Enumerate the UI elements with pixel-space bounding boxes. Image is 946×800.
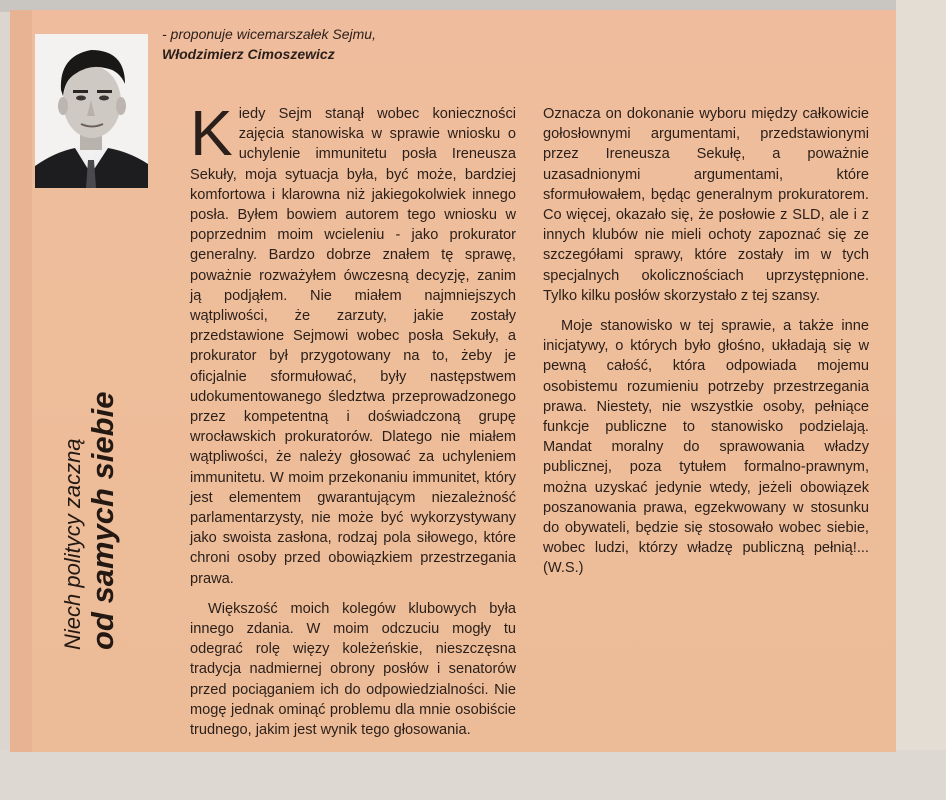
paragraph-1-text: iedy Sejm stanął wobec konieczności zajęcia stanowiska w sprawie wniosku o uchylenie immunitetu posła Ireneusza Sekuły, moja sytuacja była, być może, bardziej komfortowa i klarowna niż jakiegokolwiek innego posła. Byłem bowiem autorem tego wniosku w poprzednim moim wcieleniu - jako prokurator generalny. Bardzo dobrze znałem tę sprawę, poważnie rozważyłem ówczesną decyzję, zanim ją podjąłem. Nie miałem najmniejszych wątpliwości, że zarzuty, jakie zostały przedstawione Sejmowi wobec posła Sekuły, a prokurator był przygotowany na to, żeby je oficjalnie sformułować, były następstwem udokumentowanego śledztwa przeprowadzonego przez kompetentną i doświadczoną grupę wrocławskich prokuratorów. Dlatego nie miałem wątpliwości, że należy głosować za uchyleniem immunitetu. W moim przekonaniu immunitet, który jest elementem gwarantującym niezależność parlamentarzysty, nie może być wykorzystywany jako swoista zasłona, rodzaj pola siłowego, które chroni osoby przed obowiązkiem przestrzegania prawa. <box>190 106 516 587</box>
headline-line-1: Niech politycy zaczną <box>60 438 85 650</box>
paragraph-3-text: Moje stanowisko w tej sprawie, a także inne inicjatywy, o których było głośno, układają się w pewną całość, która odpowiada mojemu osobistemu rozumieniu potrzeby przestrzegania prawa. Niestety, nie wszystkie osoby, pełniące funkcje publiczne to stanowisko podzielają. Mandat moralny do sprawowania władzy publicznej, poza tytułem formalno-prawnym, można uzyskać jedynie wtedy, jeżeli obowiązek poszanowania prawa, egzekwowany w stosunku do obywateli, będzie się stosowało wobec siebie, wobec ludzi, którzy władzę publiczną pełnią!... (W.S.) <box>543 318 869 577</box>
article-paragraph-2-continued <box>543 104 869 306</box>
scan-border-bottom <box>0 750 946 800</box>
vertical-headline <box>60 320 120 650</box>
article-column-1 <box>190 97 516 740</box>
article-paragraph-1 <box>190 97 516 589</box>
paragraph-2-text: Większość moich kolegów klubowych była innego zdania. W moim odczuciu mogły tu odegrać rolę więzy koleżeńskie, nieszczęsna tradycja nadmiernej obrony posłów i senatorów przed pociąganiem ich do odpowiedzialności. Nie mogę jednak ominąć problemu dla mnie osobiście trudnego, jakim jest wynik tego głosowania. <box>190 600 516 739</box>
intro-line-name: Włodzimierz Cimoszewicz <box>162 46 335 62</box>
scan-border-right <box>896 0 946 760</box>
article-column-2 <box>543 104 869 579</box>
portrait-illustration <box>35 34 148 188</box>
drop-cap: K <box>190 97 233 169</box>
intro-line-role: - proponuje wicemarszałek Sejmu, <box>162 26 376 42</box>
intro-byline <box>162 24 482 64</box>
paragraph-2-continued-text: Oznacza on dokonanie wyboru między całkowicie gołosłownymi argumentami, przedstawionymi przez Ireneusza Sekułę, a poważnie uzasadnionymi argumentami, które sformułowałem, będąc generalnym prokuratorem. Co więcej, okazało się, że posłowie z SLD, ale i z innych klubów nie mieli ochoty zapoznać się ze szczegółami sprawy, które zostały im w tych specjalnych okolicznościach uprzystępnione. Tylko kilku posłów skorzystało z tej szansy. <box>543 106 869 304</box>
author-portrait <box>35 34 148 188</box>
page-edge-strip <box>10 10 32 752</box>
article-paragraph-2 <box>190 599 516 740</box>
article-paragraph-3 <box>543 316 869 579</box>
headline-line-2: od samych siebie <box>85 391 120 650</box>
